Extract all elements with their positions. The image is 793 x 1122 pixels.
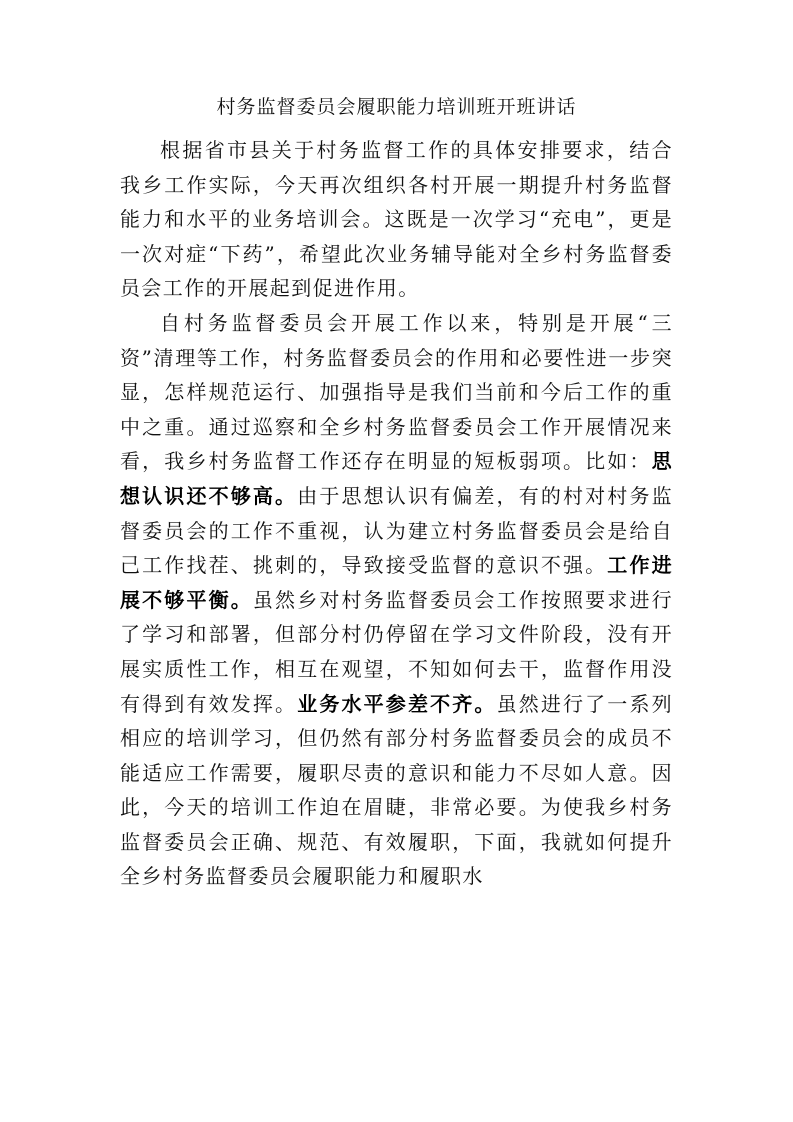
paragraph-1: 根据省市县关于村务监督工作的具体安排要求，结合我乡工作实际，今天再次组织各村开展一期提升村务监督能力和水平的业务培训会。这既是一次学习“充电”，更是一次对症“下药”，希望此次业务辅导能对全乡村务监督委员会工作的开展起到促进作用。 bbox=[120, 138, 673, 301]
document-body bbox=[120, 133, 673, 894]
paragraph-2-text-4: 虽然进行了一系列相应的培训学习，但仍然有部分村务监督委员会的成员不能适应工作需要，履职尽责的意识和能力不尽如人意。因此，今天的培训工作迫在眉睫，非常必要。为使我乡村务监督委员会正确、规范、有效履职，下面，我就如何提升全乡村务监督委员会履职能力和履职水 bbox=[120, 691, 674, 889]
bold-heading-balance: 工作进展不够平衡。 bbox=[120, 553, 673, 612]
paragraph-2 bbox=[120, 306, 673, 894]
bold-heading-thinking: 思想认识还不够高。 bbox=[120, 449, 673, 508]
paragraph-2-text-1: 自村务监督委员会开展工作以来，特别是开展“三资”清理等工作，村务监督委员会的作用和必要性进一步突显，怎样规范运行、加强指导是我们当前和今后工作的重中之重。通过巡察和全乡村务监督委员会工作开展情况来看，我乡村务监督工作还存在明显的短板弱项。比如： bbox=[120, 310, 673, 474]
paragraph-2-text-2: 由于思想认识有偏差，有的村对村务监督委员会的工作不重视，认为建立村务监督委员会是给自己工作找茬、挑刺的，导致接受监督的意识不强。 bbox=[120, 483, 673, 578]
document-title: 村务监督委员会履职能力培训班开班讲话 bbox=[216, 96, 577, 118]
paragraph-2-text-3: 虽然乡对村务监督委员会工作按照要求进行了学习和部署，但部分村仍停留在学习文件阶段，没有开展实质性工作，相互在观望，不知如何去干，监督作用没有得到有效发挥。 bbox=[120, 587, 673, 716]
bold-heading-skill: 业务水平参差不齐。 bbox=[297, 691, 497, 716]
